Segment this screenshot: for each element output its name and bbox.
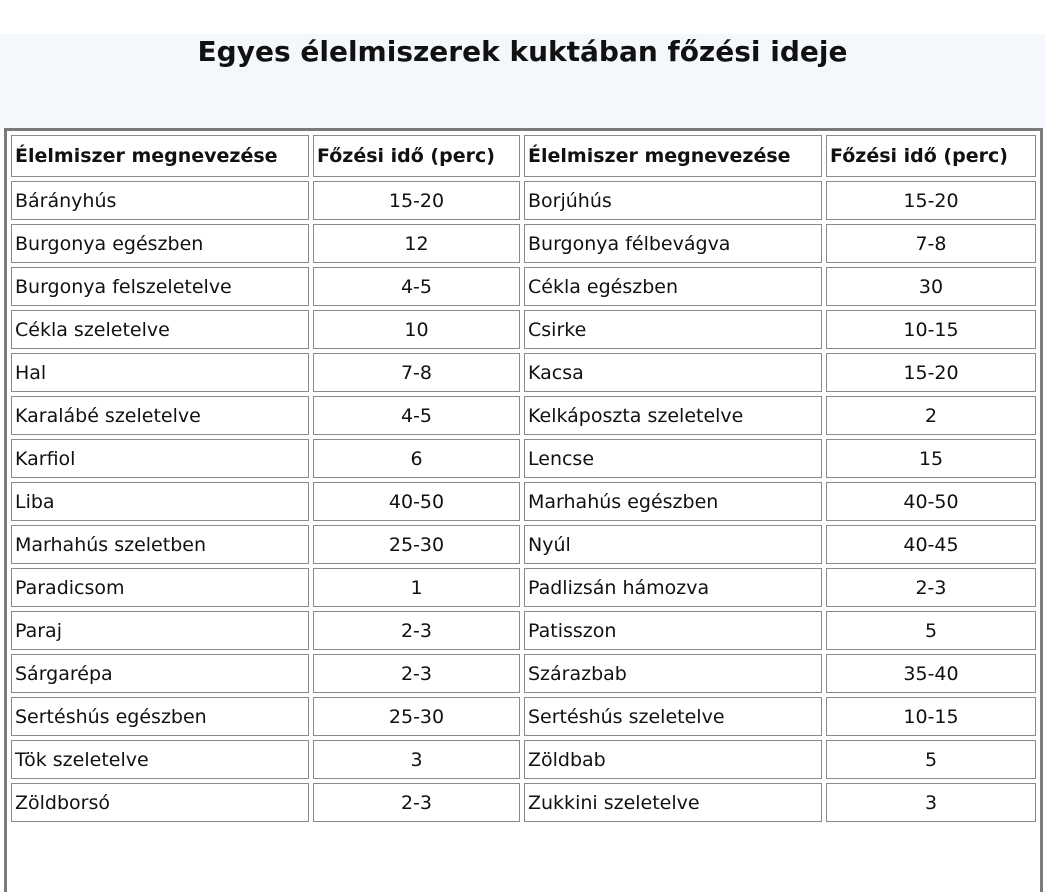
cell-food-name-right: Marhahús egészben <box>524 482 822 521</box>
cell-food-name-left: Liba <box>11 482 309 521</box>
table-row <box>11 697 1036 736</box>
cell-food-name-left: Paraj <box>11 611 309 650</box>
table-row <box>11 611 1036 650</box>
table-row <box>11 740 1036 779</box>
cell-food-name-right: Nyúl <box>524 525 822 564</box>
cell-food-name-left: Cékla szeletelve <box>11 310 309 349</box>
cell-food-name-right: Sertéshús szeletelve <box>524 697 822 736</box>
cell-cooking-time-right: 10-15 <box>826 310 1036 349</box>
cell-cooking-time-left: 2-3 <box>313 783 520 822</box>
cell-cooking-time-right: 2 <box>826 396 1036 435</box>
cell-cooking-time-left: 10 <box>313 310 520 349</box>
cell-cooking-time-left: 6 <box>313 439 520 478</box>
table-row <box>11 310 1036 349</box>
cell-cooking-time-left: 2-3 <box>313 611 520 650</box>
cell-food-name-right: Csirke <box>524 310 822 349</box>
cell-cooking-time-right: 3 <box>826 783 1036 822</box>
cell-cooking-time-right: 7-8 <box>826 224 1036 263</box>
table-header-row <box>11 135 1036 177</box>
cell-cooking-time-right: 40-50 <box>826 482 1036 521</box>
cell-cooking-time-right: 30 <box>826 267 1036 306</box>
cell-food-name-right: Kelkáposzta szeletelve <box>524 396 822 435</box>
cell-cooking-time-right: 35-40 <box>826 654 1036 693</box>
page-title: Egyes élelmiszerek kuktában főzési ideje <box>197 35 848 68</box>
cell-food-name-left: Sertéshús egészben <box>11 697 309 736</box>
cell-food-name-left: Tök szeletelve <box>11 740 309 779</box>
table-row <box>11 353 1036 392</box>
cell-food-name-left: Burgonya felszeletelve <box>11 267 309 306</box>
cell-food-name-left: Bárányhús <box>11 181 309 220</box>
cell-cooking-time-left: 25-30 <box>313 525 520 564</box>
cell-food-name-left: Zöldborsó <box>11 783 309 822</box>
cooking-time-table <box>7 131 1040 826</box>
cell-cooking-time-left: 15-20 <box>313 181 520 220</box>
header-cooking-time-left: Főzési idő (perc) <box>313 135 520 177</box>
cell-food-name-right: Lencse <box>524 439 822 478</box>
table-row <box>11 439 1036 478</box>
cell-food-name-right: Burgonya félbevágva <box>524 224 822 263</box>
table-row <box>11 267 1036 306</box>
table-row <box>11 525 1036 564</box>
cell-cooking-time-right: 10-15 <box>826 697 1036 736</box>
cell-food-name-left: Karfiol <box>11 439 309 478</box>
cell-cooking-time-right: 15-20 <box>826 353 1036 392</box>
cell-food-name-left: Karalábé szeletelve <box>11 396 309 435</box>
cell-food-name-right: Patisszon <box>524 611 822 650</box>
table-body <box>11 181 1036 822</box>
cell-cooking-time-right: 40-45 <box>826 525 1036 564</box>
cell-cooking-time-left: 2-3 <box>313 654 520 693</box>
cell-food-name-left: Marhahús szeletben <box>11 525 309 564</box>
cell-cooking-time-right: 5 <box>826 611 1036 650</box>
cell-food-name-right: Cékla egészben <box>524 267 822 306</box>
table-row <box>11 783 1036 822</box>
cell-cooking-time-right: 2-3 <box>826 568 1036 607</box>
cell-food-name-right: Zöldbab <box>524 740 822 779</box>
cell-cooking-time-left: 4-5 <box>313 267 520 306</box>
cell-cooking-time-right: 15 <box>826 439 1036 478</box>
table-row <box>11 654 1036 693</box>
cell-food-name-left: Burgonya egészben <box>11 224 309 263</box>
table-row <box>11 224 1036 263</box>
header-food-name-right: Élelmiszer megnevezése <box>524 135 822 177</box>
table-row <box>11 396 1036 435</box>
table-frame <box>4 128 1043 892</box>
cell-cooking-time-left: 25-30 <box>313 697 520 736</box>
cell-food-name-left: Hal <box>11 353 309 392</box>
cell-cooking-time-left: 40-50 <box>313 482 520 521</box>
cell-food-name-right: Borjúhús <box>524 181 822 220</box>
table-row <box>11 568 1036 607</box>
cell-food-name-left: Paradicsom <box>11 568 309 607</box>
cell-cooking-time-left: 4-5 <box>313 396 520 435</box>
cell-cooking-time-right: 15-20 <box>826 181 1036 220</box>
cell-food-name-left: Sárgarépa <box>11 654 309 693</box>
cell-food-name-right: Kacsa <box>524 353 822 392</box>
header-food-name-left: Élelmiszer megnevezése <box>11 135 309 177</box>
cell-cooking-time-right: 5 <box>826 740 1036 779</box>
cell-food-name-right: Padlizsán hámozva <box>524 568 822 607</box>
header-cooking-time-right: Főzési idő (perc) <box>826 135 1036 177</box>
cell-food-name-right: Zukkini szeletelve <box>524 783 822 822</box>
cell-food-name-right: Szárazbab <box>524 654 822 693</box>
cell-cooking-time-left: 12 <box>313 224 520 263</box>
table-row <box>11 482 1036 521</box>
cell-cooking-time-left: 3 <box>313 740 520 779</box>
table-row <box>11 181 1036 220</box>
cell-cooking-time-left: 1 <box>313 568 520 607</box>
cell-cooking-time-left: 7-8 <box>313 353 520 392</box>
